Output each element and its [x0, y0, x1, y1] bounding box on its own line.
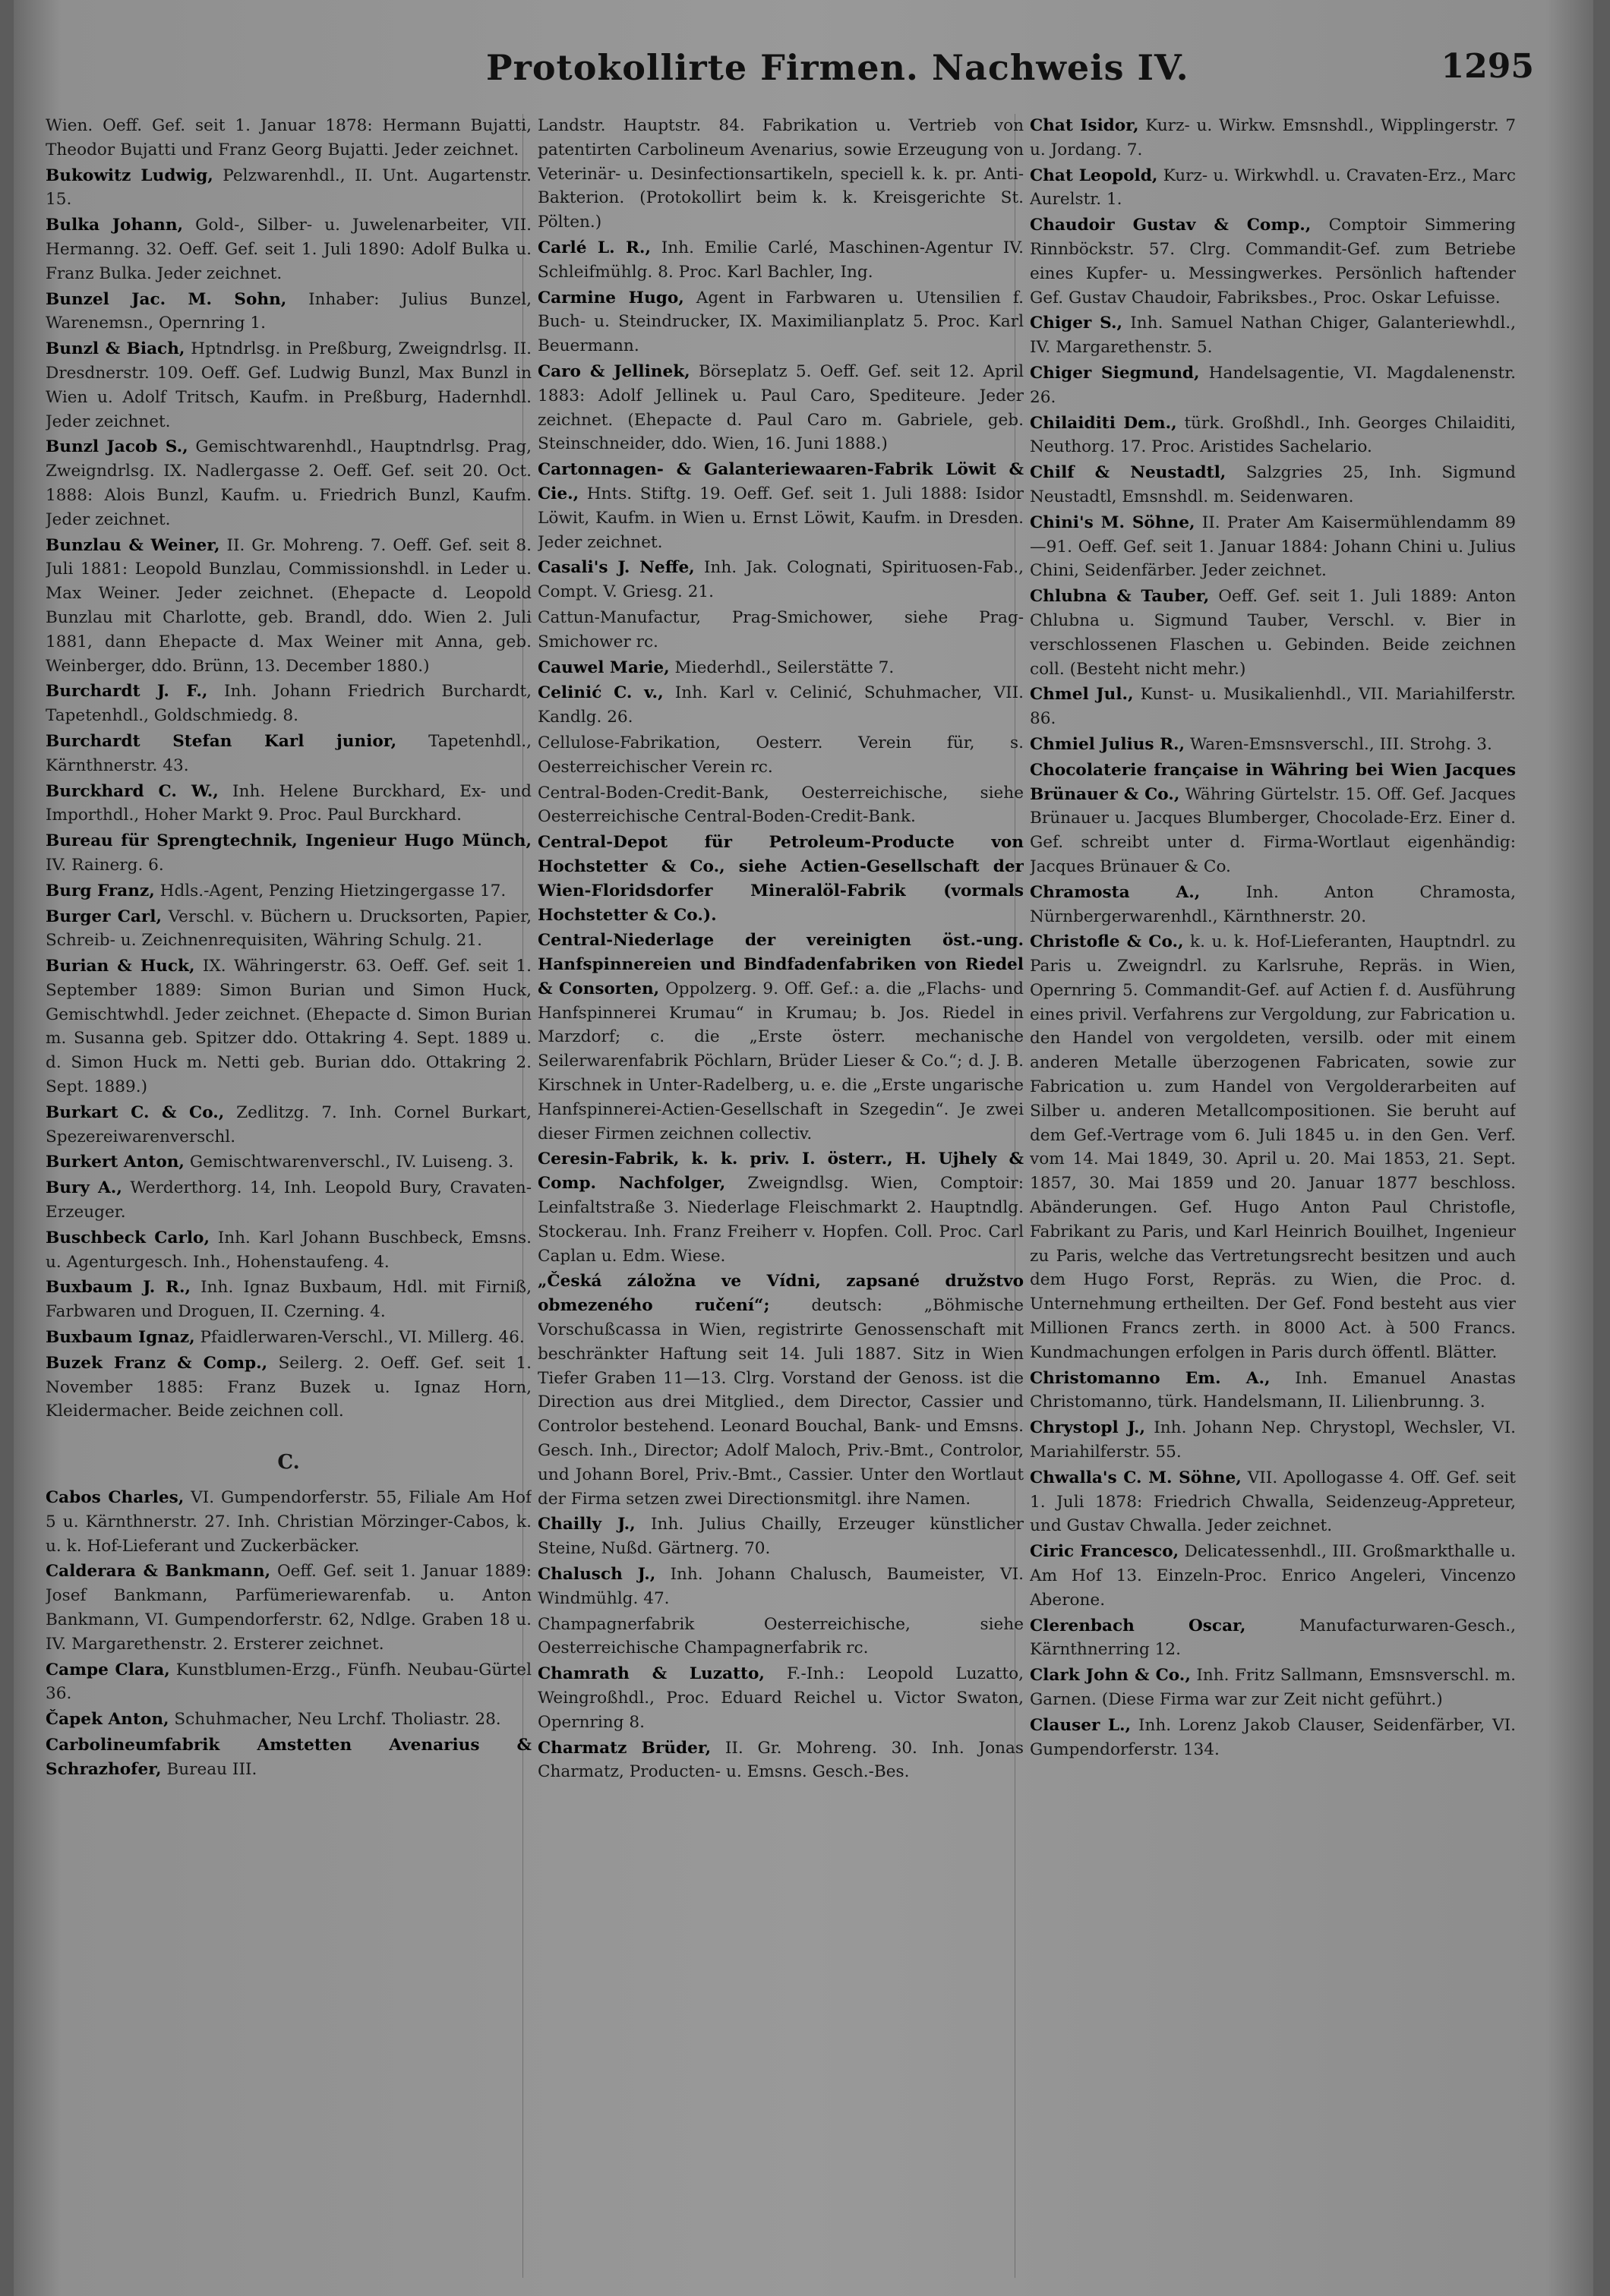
entry-details: Waren-Emsnsverschl., III. Strohg. 3.	[1189, 734, 1492, 754]
firm-name: Buxbaum Ignaz,	[46, 1328, 195, 1348]
firm-name: Cabos Charles,	[46, 1488, 185, 1508]
entry-details: Inhaber: Julius Bunzel, Warenemsn., Opernring 1.	[46, 289, 532, 333]
firm-name: Cartonnagen- & Galanteriewaaren-Fabrik Löwit & Cie.,	[538, 460, 1024, 503]
directory-entry	[1030, 311, 1516, 360]
directory-entry	[538, 731, 1024, 780]
directory-entry	[538, 681, 1024, 730]
entry-details: Inh. Julius Chailly, Erzeuger künstlicher Steine, Nußd. Gärtnerg. 70.	[538, 1515, 1024, 1559]
firm-name: Chocolaterie française in Währing bei Wien Jacques Brünauer & Co.,	[1030, 760, 1516, 804]
entry-details: Inh. Helene Burckhard, Ex- und Importhdl., Hoher Markt 9. Proc. Paul Burckhard.	[46, 781, 532, 825]
firm-name: Charmatz Brüder,	[538, 1738, 712, 1758]
entry-details: IX. Währingerstr. 63. Oeff. Gef. seit 1. September 1889: Simon Burian und Simon Huck, Gemischtwhdl. Jeder zeichnet. (Ehepacte d. Simon Burian m. Susanna geb. Spitzer ddo. Ottakring 4. Sept. 1889 u. d. Simon Huck m. Netti geb. Burian ddo. Ottakring 2. Sept. 1889.)	[46, 957, 532, 1097]
firm-name: Central-Niederlage der vereinigten öst.-ung. Hanfspinnereien und Bindfadenfabriken von Riedel & Consorten,	[538, 931, 1024, 998]
directory-entry	[1030, 412, 1516, 460]
directory-entry	[538, 1563, 1024, 1611]
directory-entry	[46, 114, 532, 162]
entry-details: Pelzwarenhdl., II. Unt. Augartenstr. 15.	[46, 166, 532, 210]
entry-details: Manufacturwaren-Gesch., Kärnthnerring 12.	[1030, 1616, 1516, 1660]
firm-name: Celinić C. v.,	[538, 683, 664, 703]
firm-name: Campe Clara,	[46, 1660, 170, 1679]
firm-name: Chaudoir Gustav & Comp.,	[1030, 216, 1312, 235]
directory-entry	[1030, 1466, 1516, 1538]
firm-name: Burchardt J. F.,	[46, 682, 208, 702]
directory-entry	[46, 954, 532, 1099]
entry-details: Kunst- u. Musikalienhdl., VII. Mariahilferstr. 86.	[1030, 685, 1516, 729]
directory-entry	[538, 781, 1024, 830]
entry-details: Inh. Johann Nep. Chrystopl, Wechsler, VI. Mariahilferstr. 55.	[1030, 1418, 1516, 1462]
firm-name: Bulka Johann,	[46, 216, 184, 235]
firm-name: Chilaiditi Dem.,	[1030, 413, 1177, 433]
directory-entry	[46, 1351, 532, 1424]
entry-details: Inh. Jak. Colognati, Spirituosen-Fab., Compt. V. Griesg. 21.	[538, 558, 1024, 602]
entry-details: Oppolzerg. 9. Off. Gef.: a. die „Flachs- und Hanfspinnerei Krumau“ in Krumau; b. Jos. Riedel in Marzdorf; c. die „Erste österr. mechanische Seilerwarenfabrik Pöchlarn, Brüder Lieser & Co.“; d. J. B. Kirschnek in Unter-Radelberg, u. e. die „Erste ungarische Hanfspinnerei-Actien-Gesellschaft in Szegedin“. Je zwei dieser Firmen zeichnen collectiv.	[538, 979, 1024, 1143]
entry-details: II. Prater Am Kaisermühlendamm 89—91. Oeff. Gef. seit 1. Januar 1884: Johann Chini u. Julius Chini, Seidenfärber. Jeder zeichnet.	[1030, 512, 1516, 581]
entry-details: Gemischtwarenverschl., IV. Luiseng. 3.	[189, 1153, 514, 1172]
firm-name: Bunzl Jacob S.,	[46, 437, 188, 457]
firm-name: Chalusch J.,	[538, 1565, 656, 1585]
directory-entry	[1030, 683, 1516, 731]
entry-details: VII. Apollogasse 4. Off. Gef. seit 1. Juli 1878: Friedrich Chwalla, Seidenzeug-Appreteur, und Gustav Chwalla. Jeder zeichnet.	[1030, 1468, 1516, 1536]
firm-name: Chiger Siegmund,	[1030, 363, 1200, 383]
firm-name: Casali's J. Neffe,	[538, 558, 695, 578]
directory-entry	[538, 286, 1024, 358]
entry-details: Seilerg. 2. Oeff. Gef. seit 1. November 1885: Franz Buzek u. Ignaz Horn, Kleidermacher. Beide zeichnen coll.	[46, 1353, 532, 1421]
directory-entry	[1030, 461, 1516, 509]
directory-entry	[46, 879, 532, 904]
entry-details: Cattun-Manufactur, Prag-Smichower, siehe Prag-Smichower rc.	[538, 607, 1024, 651]
entry-details: Handelsagentie, VI. Magdalenenstr. 26.	[1030, 363, 1516, 407]
firm-name: Burian & Huck,	[46, 957, 195, 976]
section-letter: C.	[277, 1451, 300, 1474]
entry-details: Cellulose-Fabrikation, Oesterr. Verein für, s. Oesterreichischer Verein rc.	[538, 733, 1024, 777]
firm-name: Chlubna & Tauber,	[1030, 587, 1210, 607]
directory-entry	[46, 1150, 532, 1175]
directory-entry	[46, 164, 532, 213]
entry-details: Wien. Oeff. Gef. seit 1. Januar 1878: Hermann Bujatti, Theodor Bujatti und Franz Georg Bujatti. Jeder zeichnet.	[46, 116, 532, 159]
entry-details: Inh. Fritz Sallmann, Emsnsverschl. m. Garnen. (Diese Firma war zur Zeit nicht geführt.)	[1030, 1666, 1516, 1709]
firm-name: Burg Franz,	[46, 881, 155, 900]
entry-details: Inh. Samuel Nathan Chiger, Galanteriewhdl., IV. Margarethenstr. 5.	[1030, 314, 1516, 358]
firm-name: Christofle & Co.,	[1030, 932, 1184, 952]
directory-entry	[538, 929, 1024, 1146]
directory-entry	[46, 1708, 532, 1732]
entry-details: Delicatessenhdl., III. Großmarkthalle u. Am Hof 13. Einzeln-Proc. Enrico Angeleri, Vincenzo Aberone.	[1030, 1542, 1516, 1610]
column-2	[538, 114, 1024, 2270]
firm-name: Chiger S.,	[1030, 314, 1123, 333]
directory-entry	[538, 1613, 1024, 1661]
entry-details: Landstr. Hauptstr. 84. Fabrikation u. Vertrieb von patentirten Carbolineum Avenarius, sowie Erzeugung von Veterinär- u. Desinfectionsartikeln, speciell k. k. pr. Anti-Bakterion. (Protokollirt beim k. k. Kreisgerichte St. Pölten.)	[538, 116, 1024, 232]
entry-details: Pfaidlerwaren-Verschl., VI. Millerg. 46.	[200, 1328, 525, 1348]
entry-details: Inh. Lorenz Jakob Clauser, Seidenfärber, VI. Gumpendorferstr. 134.	[1030, 1715, 1516, 1759]
entry-details: Währing Gürtelstr. 15. Off. Gef. Jacques Brünauer u. Jacques Blumberger, Chocolade-Erz. Einer d. Gef. schreibt unter d. Firma-Wortlaut eigenhändig: Jacques Brünauer & Co.	[1030, 784, 1516, 876]
directory-entry	[1030, 1416, 1516, 1465]
entry-details: Bureau III.	[166, 1759, 257, 1779]
directory-entry	[1030, 930, 1516, 1364]
directory-entry	[538, 606, 1024, 654]
firm-name: Chmiel Julius R.,	[1030, 734, 1185, 754]
entry-details: Inh. Karl Johann Buschbeck, Emsns. u. Agenturgesch. Inh., Hohenstaufeng. 4.	[46, 1228, 532, 1272]
directory-entry	[538, 831, 1024, 927]
entry-details: Hnts. Stiftg. 19. Oeff. Gef. seit 1. Juli 1888: Isidor Löwit, Kaufm. in Wien u. Ernst Löwit, Kaufm. in Dresden. Jeder zeichnet.	[538, 484, 1024, 552]
firm-name: Central-Depot für Petroleum-Producte von Hochstetter & Co., siehe Actien-Gesellschaft der Wien-Floridsdorfer Mineralöl-Fabrik (vormals Hochstetter & Co.).	[538, 833, 1024, 925]
directory-entry	[46, 288, 532, 336]
entry-details: Central-Boden-Credit-Bank, Oesterreichische, siehe Oesterreichische Central-Boden-Credit-Bank.	[538, 783, 1024, 827]
directory-entry	[1030, 1664, 1516, 1712]
directory-entry	[538, 1512, 1024, 1561]
firm-name: Chat Leopold,	[1030, 166, 1158, 185]
entry-details: Hdls.-Agent, Penzing Hietzingergasse 17.	[159, 881, 507, 900]
firm-name: Carlé L. R.,	[538, 238, 651, 257]
firm-name: Bunzl & Biach,	[46, 339, 185, 359]
firm-name: Chwalla's C. M. Söhne,	[1030, 1468, 1242, 1487]
directory-entry	[1030, 213, 1516, 310]
firm-name: Chini's M. Söhne,	[1030, 512, 1195, 532]
entry-details: Inh. Emilie Carlé, Maschinen-Agentur IV. Schleifmühlg. 8. Proc. Karl Bachler, Ing.	[538, 238, 1024, 282]
entry-details: Kurz- u. Wirkwhdl. u. Cravaten-Erz., Marc Aurelstr. 1.	[1030, 166, 1516, 210]
directory-entry	[46, 829, 532, 878]
entry-details: Zedlitzg. 7. Inh. Cornel Burkart, Spezereiwarenverschl.	[46, 1102, 532, 1146]
directory-entry	[538, 1269, 1024, 1511]
entry-details: Inh. Emanuel Anastas Christomanno, türk. Handelsmann, II. Lilienbrunng. 3.	[1030, 1368, 1516, 1412]
firm-name: Bukowitz Ludwig,	[46, 166, 213, 185]
firm-name: Bunzlau & Weiner,	[46, 535, 220, 555]
page-header-title: Protokollirte Firmen. Nachweis IV.	[486, 47, 1189, 88]
directory-entry	[46, 780, 532, 828]
firm-name: „Česká záložna ve Vídni, zapsané družstvo obmezeného ručení“;	[538, 1272, 1024, 1316]
entry-details: Schuhmacher, Neu Lrchf. Tholiastr. 28.	[174, 1710, 501, 1730]
firm-name: Chamrath & Luzatto,	[538, 1664, 765, 1684]
entry-details: Oeff. Gef. seit 1. Januar 1889: Josef Bankmann, Parfümeriewarenfab. u. Anton Bankmann, VI. Gumpendorferstr. 62, Ndlge. Graben 18 u. IV. Margarethenstr. 2. Ersterer zeichnet.	[46, 1562, 532, 1654]
firm-name: Carbolineumfabrik Amstetten Avenarius & Schrazhofer,	[46, 1736, 532, 1779]
directory-entry	[538, 360, 1024, 456]
directory-entry	[1030, 881, 1516, 929]
entry-details: IV. Rainerg. 6.	[46, 855, 164, 875]
directory-entry	[46, 534, 532, 679]
entry-details: Champagnerfabrik Oesterreichische, siehe Oesterreichische Champagnerfabrik rc.	[538, 1614, 1024, 1658]
entry-details: Oeff. Gef. seit 1. Juli 1889: Anton Chlubna u. Sigmund Tauber, Verschl. v. Bier in verschlossenen Flaschen u. Gebinden. Beide zeichnen coll. (Besteht nicht mehr.)	[1030, 587, 1516, 679]
directory-entry	[1030, 1540, 1516, 1612]
directory-entry	[1030, 1614, 1516, 1663]
entry-details: Zweigndlsg. Wien, Comptoir: Leinfaltstraße 3. Niederlage Fleischmarkt 2. Hauptndlg. Stockerau. Inh. Franz Freiherr v. Hopfen. Coll. Proc. Carl Caplan u. Edm. Wiese.	[538, 1174, 1024, 1266]
firm-name: Buzek Franz & Comp.,	[46, 1353, 268, 1373]
firm-name: Bureau für Sprengtechnik, Ingenieur Hugo Münch,	[46, 831, 532, 851]
column-3	[1030, 114, 1516, 2270]
firm-name: Chailly J.,	[538, 1515, 636, 1534]
firm-name: Burckhard C. W.,	[46, 781, 219, 801]
firm-name: Christomanno Em. A.,	[1030, 1368, 1271, 1388]
directory-entry	[1030, 1714, 1516, 1762]
firm-name: Chrystopl J.,	[1030, 1418, 1146, 1438]
directory-entry	[46, 1486, 532, 1558]
directory-entry	[538, 458, 1024, 554]
directory-entry	[538, 236, 1024, 285]
entry-details: Kurz- u. Wirkw. Emsnshdl., Wipplingerstr. 7 u. Jordang. 7.	[1030, 116, 1516, 159]
directory-entry	[46, 1101, 532, 1150]
directory-entry	[46, 337, 532, 434]
entry-details: Gold-, Silber- u. Juwelenarbeiter, VII. Hermanng. 32. Oeff. Gef. seit 1. Juli 1890: Adolf Bulka u. Franz Bulka. Jeder zeichnet.	[46, 216, 532, 283]
firm-name: Caro & Jellinek,	[538, 361, 690, 381]
entry-details: Verschl. v. Büchern u. Drucksorten, Papier, Schreib- u. Zeichnenrequisiten, Währing Schulg. 21.	[46, 907, 532, 951]
entry-details: VI. Gumpendorferstr. 55, Filiale Am Hof 5 u. Kärnthnerstr. 27. Inh. Christian Mörzinger-Cabos, k. u. k. Hof-Lieferant und Zuckerbäcker.	[46, 1488, 532, 1556]
entry-details: Gemischtwarenhdl., Hauptndrlsg. Prag, Zweigndrlsg. IX. Nadlergasse 2. Oeff. Gef. seit 20. Oct. 1888: Alois Bunzl, Kaufm. u. Friedrich Bunzl, Kaufm. Jeder zeichnet.	[46, 437, 532, 529]
directory-entry	[1030, 1367, 1516, 1415]
column-1	[46, 114, 532, 2270]
directory-entry	[46, 213, 532, 285]
directory-entry	[1030, 585, 1516, 681]
firm-name: Chramosta A.,	[1030, 882, 1201, 902]
directory-entry	[46, 1276, 532, 1324]
entry-details: F.-Inh.: Leopold Luzatto, Weingroßhdl., Proc. Eduard Reichel u. Victor Swaton, Opernring 8.	[538, 1664, 1024, 1732]
firm-name: Ciric Francesco,	[1030, 1542, 1179, 1562]
entry-details: deutsch: „Böhmische Vorschußcassa in Wien, registrirte Genossenschaft mit beschränkter Haftung seit 14. Juli 1887. Sitz in Wien Tiefer Graben 11—13. Clrg. Vorstand der Genoss. ist die Direction aus drei Mitglied., dem Director, Cassier und Controlor bestehend. Leonard Bouchal, Bank- und Emsns. Gesch. Inh., Director; Adolf Maloch, Priv.-Bmt., Controlor, und Johann Borel, Priv.-Bmt., Cassier. Unter den Wortlaut der Firma setzen zwei Directionsmitgl. ihre Namen.	[538, 1296, 1024, 1509]
firm-name: Burkert Anton,	[46, 1153, 185, 1172]
entry-details: II. Gr. Mohreng. 30. Inh. Jonas Charmatz, Producten- u. Emsns. Gesch.-Bes.	[538, 1738, 1024, 1782]
firm-name: Chat Isidor,	[1030, 116, 1139, 135]
firm-name: Čapek Anton,	[46, 1710, 169, 1730]
directory-entry	[1030, 361, 1516, 410]
directory-entry	[46, 1560, 532, 1656]
firm-name: Bunzel Jac. M. Sohn,	[46, 289, 287, 309]
directory-entry	[1030, 164, 1516, 213]
directory-entry	[538, 556, 1024, 604]
directory-entry	[538, 656, 1024, 680]
entry-details: Inh. Ignaz Buxbaum, Hdl. mit Firniß, Farbwaren und Droguen, II. Czerning. 4.	[46, 1278, 532, 1322]
entry-details: Comptoir Simmering Rinnböckstr. 57. Clrg. Commandit-Gef. zum Betriebe eines Kupfer- u. Messingwerkes. Persönlich haftender Gef. Gustav Chaudoir, Fabriksbes., Proc. Oskar Lefuisse.	[1030, 216, 1516, 308]
entry-details: Tapetenhdl., Kärnthnerstr. 43.	[46, 731, 532, 775]
directory-entry	[46, 1326, 532, 1350]
entry-details: k. u. k. Hof-Lieferanten, Hauptndrl. zu Paris u. Zweigndrl. zu Karlsruhe, Repräs. in Wien, Opernring 5. Commandit-Gef. auf Actien f. d. Ausführung eines privil. Verfahrens zur Vergoldung, zur Fabrication u. den Handel von vergoldeten, versilb. oder mit einem anderen Metalle überzogenen Fabricaten, sowie zur Fabrication u. zum Handel von Vergolderarbeiten auf Silber u. anderen Metallcompositionen. Sie beruht auf dem Gef.-Vertrage vom 6. Juli 1845 u. in den Gen. Verf. vom 14. Mai 1849, 30. April u. 20. Mai 1853, 21. Sept. 1857, 30. Mai 1859 und 20. Januar 1877 beschloss. Abänderungen. Gef. Hugo Anton Paul Christofle, Fabrikant zu Paris, und Karl Heinrich Bouilhet, Ingenieur zu Paris, welche das Vertretungsrecht besitzen und auch dem Hugo Forst, Repräs. zu Wien, die Proc. d. Unternehmung ertheilten. Der Gef. Fond besteht aus vier Millionen Francs zerth. in 8000 Act. à 500 Francs. Kundmachungen erfolgen in Paris durch öffentl. Blätter.	[1030, 932, 1516, 1362]
firm-name: Calderara & Bankmann,	[46, 1562, 271, 1582]
entry-details: Werderthorg. 14, Inh. Leopold Bury, Cravaten-Erzeuger.	[46, 1178, 532, 1222]
directory-entry	[538, 1147, 1024, 1268]
firm-name: Ceresin-Fabrik, k. k. priv. I. österr., H. Ujhely & Comp. Nachfolger,	[538, 1150, 1024, 1194]
firm-name: Burger Carl,	[46, 907, 163, 926]
directory-entry	[46, 1176, 532, 1225]
firm-name: Chmel Jul.,	[1030, 685, 1134, 705]
firm-name: Burkart C. & Co.,	[46, 1102, 225, 1122]
firm-name: Bury A.,	[46, 1178, 122, 1198]
directory-entry	[1030, 511, 1516, 583]
firm-name: Buxbaum J. R.,	[46, 1278, 191, 1298]
directory-entry	[538, 114, 1024, 235]
firm-name: Clauser L.,	[1030, 1715, 1132, 1735]
entry-details: türk. Großhdl., Inh. Georges Chilaiditi, Neuthorg. 17. Proc. Aristides Sachelario.	[1030, 413, 1516, 457]
entry-details: Börseplatz 5. Oeff. Gef. seit 12. April 1883: Adolf Jellinek u. Paul Caro, Spediteure. Jeder zeichnet. (Ehepacte d. Paul Caro m. Gabriele, geb. Steinschneider, ddo. Wien, 16. Juni 1888.)	[538, 361, 1024, 454]
entry-details: Agent in Farbwaren u. Utensilien f. Buch- u. Steindrucker, IX. Maximilianplatz 5. Proc. Karl Beuermann.	[538, 288, 1024, 356]
directory-entry	[1030, 733, 1516, 757]
directory-entry	[538, 1736, 1024, 1785]
directory-entry	[46, 680, 532, 728]
firm-name: Clark John & Co.,	[1030, 1666, 1191, 1686]
entry-details: Inh. Johann Friedrich Burchardt, Tapetenhdl., Goldschmiedg. 8.	[46, 682, 532, 726]
firm-name: Clerenbach Oscar,	[1030, 1616, 1246, 1635]
entry-details: Inh. Anton Chramosta, Nürnbergerwarenhdl., Kärnthnerstr. 20.	[1030, 882, 1516, 926]
directory-entry	[46, 1658, 532, 1707]
directory-entry	[538, 1662, 1024, 1734]
directory-entry	[46, 1733, 532, 1782]
directory-entry	[46, 1226, 532, 1275]
entry-details: Miederhdl., Seilerstätte 7.	[674, 658, 895, 677]
entry-details: Salzgries 25, Inh. Sigmund Neustadtl, Emsnshdl. m. Seidenwaren.	[1030, 463, 1516, 506]
entry-details: Hptndrlsg. in Preßburg, Zweigndrlsg. II. Dresdnerstr. 109. Oeff. Gef. Ludwig Bunzl, Max Bunzl in Wien u. Adolf Tritsch, Kaufm. in Preßburg, Hadernhdl. Jeder zeichnet.	[46, 339, 532, 431]
entry-details: Inh. Johann Chalusch, Baumeister, VI. Windmühlg. 47.	[538, 1565, 1024, 1608]
directory-entry	[1030, 758, 1516, 879]
directory-entry	[46, 730, 532, 778]
entry-details: Kunstblumen-Erzg., Fünfh. Neubau-Gürtel 36.	[46, 1660, 532, 1704]
directory-entry	[46, 435, 532, 531]
directory-entry	[46, 905, 532, 954]
entry-details: II. Gr. Mohreng. 7. Oeff. Gef. seit 8. Juli 1881: Leopold Bunzlau, Commissionshdl. in Leder u. Max Weiner. Jeder zeichnet. (Ehepacte d. Leopold Bunzlau mit Charlotte, geb. Brandl, ddo. Wien 2. Juli 1881, dann Ehepacte d. Max Weiner mit Anna, geb. Weinberger, ddo. Brünn, 13. December 1880.)	[46, 535, 532, 676]
firm-name: Buschbeck Carlo,	[46, 1228, 210, 1247]
firm-name: Chilf & Neustadtl,	[1030, 463, 1226, 483]
page-number: 1295	[1441, 47, 1534, 86]
entry-details: Inh. Karl v. Celinić, Schuhmacher, VII. Kandlg. 26.	[538, 683, 1024, 727]
firm-name: Cauwel Marie,	[538, 658, 670, 677]
firm-name: Burchardt Stefan Karl junior,	[46, 731, 397, 751]
directory-entry	[1030, 114, 1516, 162]
firm-name: Carmine Hugo,	[538, 288, 684, 308]
